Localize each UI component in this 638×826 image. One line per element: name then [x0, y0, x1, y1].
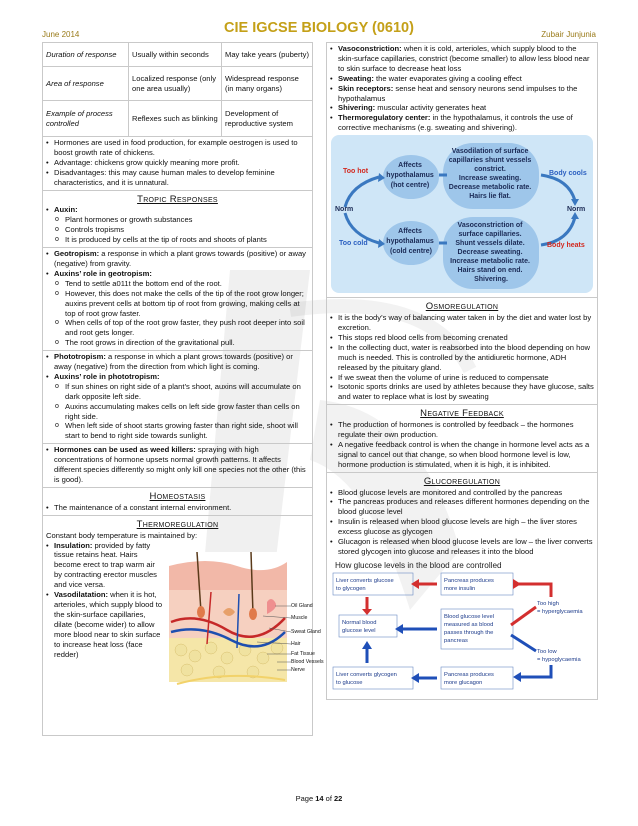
table-cell-label: Area of response	[43, 67, 129, 101]
vasodilatation-text: when it is hot, arterioles, which supply blood to the skin-surface capillaries, dilate (become wider) to allow more blood near to skin surface to increase heat loss (face redder)	[54, 590, 163, 659]
hot-effect-line: Decrease metabolic rate.	[448, 184, 532, 192]
glucose-label: glucose level	[342, 627, 376, 634]
norm-label: Norm	[335, 206, 354, 214]
geotropism-text: a response in which a plant grows towards (positive) or away (negative) from gravity.	[54, 249, 306, 268]
footer-prefix: Page	[295, 794, 316, 803]
skin-label: Hair	[291, 640, 301, 647]
mechanism-title: Thermoregulatory center:	[338, 113, 431, 123]
header-author: Zubair Junjunia	[541, 30, 596, 39]
list-item: • The pancreas produces and releases different hormones depending on the blood glucose level	[330, 497, 594, 517]
cold-effect-line: Shunt vessels dilate.	[455, 240, 525, 248]
page-title: CIE IGCSE BIOLOGY (0610)	[224, 20, 414, 36]
geotropism-box	[42, 248, 313, 351]
mechanism-text: the water evaporates giving a cooling effect	[373, 73, 522, 83]
hot-affects-line: (hot centre)	[390, 182, 430, 190]
thermo-intro: Constant body temperature is maintained by:	[46, 530, 198, 540]
list-item	[46, 352, 309, 372]
list-item	[46, 590, 164, 659]
footer-page: 14	[315, 794, 324, 803]
mechanism-title: Sweating:	[338, 73, 374, 83]
mechanism-title: Skin receptors:	[338, 83, 394, 93]
section-heading-negative-feedback: Negative Feedback	[420, 408, 504, 420]
hot-effect-line: constrict.	[474, 166, 506, 174]
too-cold-label: Too cold	[339, 240, 368, 248]
list-item: • Isotonic sports drinks are used by athletes because they have glucose, salts and water to replace what is lost by sweating	[330, 382, 594, 402]
table-row	[43, 43, 313, 67]
list-item: • Insulin is released when blood glucose levels are high – the liver stores excess glucose as glycogen	[330, 517, 594, 537]
table-cell-label: Example of process controlled	[43, 101, 129, 137]
list-item: o It is produced by cells at the tip of roots and shoots of plants	[46, 235, 309, 245]
list-item: • In the collecting duct, water is reabsorbed into the blood depending on how much is needed. This is controlled by the antidiuretic hormone, ADH released by the pituitary gland.	[330, 343, 594, 373]
glucose-label: Blood glucose level	[444, 613, 494, 620]
glucose-label: passes through the	[444, 629, 494, 636]
glucose-label: more insulin	[444, 585, 476, 592]
glucose-label: Liver converts glucose	[336, 577, 394, 584]
list-item: o The root grows in direction of the gravitational pull.	[46, 338, 309, 348]
geotropism-title: Geotropism:	[54, 249, 100, 259]
table-cell-nervous: Localized response (only one area usually)	[129, 67, 222, 101]
glucose-label: to glycogen	[336, 585, 366, 592]
table-row	[43, 67, 313, 101]
list-item	[330, 84, 594, 104]
list-item	[330, 103, 594, 113]
skin-label: Oil Gland	[291, 602, 313, 609]
tropic-auxin-box	[42, 191, 313, 249]
list-item: • Hormones are used in food production, for example oestrogen is used to boost growth rate of chickens.	[46, 138, 309, 158]
cold-affects-line: (cold centre)	[389, 248, 433, 256]
list-item: • This stops red blood cells from becoming crenated	[330, 333, 594, 343]
footer-total: 22	[334, 794, 343, 803]
table-cell-nervous: Reflexes such as blinking	[129, 101, 222, 137]
list-item: o Controls tropisms	[46, 225, 309, 235]
skin-label: Blood Vessels	[291, 658, 324, 665]
cold-effect-line: Hairs stand on end.	[457, 267, 523, 275]
list-item: • A negative feedback control is when the change in hormone level acts as a signal to cancel out that change, so when blood hormone level is low, hormone production is stimulated, when it is high, it is inhibited.	[330, 440, 594, 470]
glucose-label: pancreas	[444, 637, 468, 644]
table-row	[43, 101, 313, 137]
section-heading-thermoregulation: Thermoregulation	[136, 518, 219, 530]
hot-effect-line: Vasodilation of surface	[451, 148, 529, 156]
vasodilatation-title: Vasodilatation:	[54, 590, 109, 600]
list-item: o However, this does not make the cells of the tip of the root grow longer; auxins prevent cells at bottom tip of root from growing, making cells at top of root grow faster.	[46, 289, 309, 319]
body-heats-label: Body heats	[547, 242, 585, 250]
list-item	[330, 44, 594, 74]
comparison-table	[42, 42, 313, 137]
mechanism-text: sense heat and sensory neurons send impulses to the hypothalamus	[338, 83, 578, 103]
section-heading-homeostasis: Homeostasis	[149, 490, 206, 502]
list-item: o Auxins accumulating makes cells on left side grow faster than cells on right side.	[46, 402, 309, 422]
weed-text: spraying with high concentrations of hormone upsets normal growth patterns. It affects different species differently so might only kill one species not the other (this is good).	[54, 445, 306, 484]
skin-label: Fat Tissue	[291, 650, 315, 657]
list-item: o If sun shines on right side of a plant’s shoot, auxins will accumulate on dark opposite left side.	[46, 382, 309, 402]
thermoregulation-box	[42, 516, 324, 736]
insulation-text: provided by fatty tissue retains heat. Hairs become erect to trap warm air by contracting erector muscles and vice versa.	[54, 540, 157, 590]
list-item	[46, 372, 309, 441]
header-date: June 2014	[42, 30, 80, 39]
cold-effect-line: surface capillaries.	[458, 231, 522, 239]
phototropism-box	[42, 351, 313, 444]
body-cools-label: Body cools	[549, 170, 587, 178]
list-item	[46, 541, 164, 591]
footer-mid: of	[323, 794, 335, 803]
glucose-label: Normal blood	[342, 619, 377, 626]
table-cell-nervous: Usually within seconds	[129, 43, 222, 67]
svg-text:Liver converts glucose	[336, 578, 584, 686]
skin-diagram	[167, 552, 309, 688]
list-item	[46, 269, 309, 348]
glucose-label: measured as blood	[444, 621, 494, 628]
section-heading-glucoregulation: Glucoregulation	[423, 475, 501, 487]
cold-affects-line: hypothalamus	[386, 238, 434, 246]
glucose-label: more glucagon	[444, 679, 483, 686]
page-footer	[0, 794, 638, 804]
table-cell-hormonal: May take years (puberty)	[222, 43, 313, 67]
glucose-label: Too low	[537, 648, 557, 655]
osmoregulation-box	[326, 298, 598, 405]
list-item	[46, 205, 309, 245]
thermoregulation-diagram	[331, 135, 593, 293]
glucose-diagram	[331, 559, 593, 697]
mechanism-text: in the hypothalamus, it controls the use of corrective mechanisms (e.g. sweating and shivering).	[338, 113, 573, 133]
list-item: • Advantage: chickens grow quickly meaning more profit.	[46, 158, 309, 168]
hot-affects-line: hypothalamus	[386, 172, 434, 180]
cold-effect-line: Decrease sweating.	[457, 249, 523, 257]
glucose-label: Pancreas produces	[444, 577, 494, 584]
list-item: • The production of hormones is controlled by feedback – the hormones regulate their own production.	[330, 420, 594, 440]
list-item: o Plant hormones or growth substances	[46, 215, 309, 225]
section-heading-tropic: Tropic Responses	[137, 193, 218, 205]
weed-title: Hormones can be used as weed killers:	[54, 445, 196, 455]
glucose-label: = hyperglycaemia	[537, 608, 583, 615]
hot-effect-line: Hairs lie flat.	[469, 193, 511, 201]
phototropism-text: a response in which a plant grows towards (positive) or away (negative) from the direction from which light is coming.	[54, 352, 293, 372]
glucose-label: to glucose	[336, 679, 363, 686]
food-hormones-box	[42, 137, 313, 191]
insulation-title: Insulation:	[54, 540, 93, 550]
homeostasis-box	[42, 488, 313, 516]
section-heading-osmoregulation: Osmoregulation	[425, 301, 499, 313]
mechanism-text: when it is cold, arterioles, which supply blood to the skin-surface capillaries, constrict (become smaller) to allow less blood near to skin surface to decrease heat loss	[338, 44, 590, 73]
too-hot-label: Too hot	[343, 168, 369, 176]
mechanism-text: muscular activity generates heat	[375, 103, 487, 113]
skin-label: Muscle	[291, 614, 308, 621]
hot-effect-line: capillaries shunt vessels	[448, 157, 532, 165]
glucose-diagram-title: How glucose levels in the blood are controlled	[335, 560, 502, 570]
table-cell-hormonal: Development of reproductive system	[222, 101, 313, 137]
glucose-label: Liver converts glycogen	[336, 671, 397, 678]
cold-effect-line: Vasoconstriction of	[457, 222, 523, 230]
glucose-label: Pancreas produces	[444, 671, 494, 678]
right-column	[326, 42, 598, 700]
glucose-label: Too high	[537, 600, 559, 607]
left-column	[42, 42, 324, 736]
photo-auxin-title: Auxins’ role in phototropism:	[54, 371, 160, 381]
glucose-label: = hypoglycaemia	[537, 656, 581, 663]
auxin-title: Auxin:	[54, 205, 78, 215]
list-item: o Tend to settle a011t the bottom end of the root.	[46, 279, 309, 289]
list-item: o When left side of shoot starts growing faster than right side, shoot will start to bend to right side towards sunlight.	[46, 421, 309, 441]
list-item	[330, 113, 594, 133]
skin-label: Nerve	[291, 666, 305, 673]
cold-affects-line: Affects	[398, 228, 422, 236]
list-item	[46, 445, 309, 485]
phototropism-title: Phototropism:	[54, 352, 106, 362]
list-item: • Glucagon is released when blood glucose levels are low – the liver converts stored glycogen into glucose and releases it into the blood	[330, 537, 594, 557]
list-item: o When cells of top of the root grow faster, they push root deeper into soil and root gets longer.	[46, 318, 309, 338]
list-item: • If we sweat then the volume of urine is reduced to compensate	[330, 373, 594, 383]
cold-effect-line: Shivering.	[474, 276, 508, 284]
geo-auxin-title: Auxins’ role in geotropism:	[54, 268, 152, 278]
weed-killer-box	[42, 444, 313, 488]
list-item	[46, 249, 309, 269]
list-item: • Disadvantages: this may cause human males to develop feminine characteristics, and it is unnatural.	[46, 168, 309, 188]
list-item: • The maintenance of a constant internal environment.	[46, 503, 309, 513]
thermo-mechanisms-box	[326, 42, 598, 298]
table-cell-label: Duration of response	[43, 43, 129, 67]
mechanism-title: Shivering:	[338, 103, 376, 113]
list-item: • It is the body’s way of balancing water taken in by the diet and water lost by excretion.	[330, 313, 594, 333]
negative-feedback-box	[326, 405, 598, 472]
skin-label: Sweat Gland	[291, 628, 321, 635]
hot-affects-line: Affects	[398, 162, 422, 170]
list-item: • Blood glucose levels are monitored and controlled by the pancreas	[330, 488, 594, 498]
glucoregulation-box	[326, 473, 598, 700]
hot-effect-line: Increase sweating.	[458, 175, 522, 183]
mechanism-title: Vasoconstriction:	[338, 44, 402, 53]
table-cell-hormonal: Widespread response (in many organs)	[222, 67, 313, 101]
norm-label-right: Norm	[567, 206, 586, 214]
cold-effect-line: Increase metabolic rate.	[450, 258, 530, 266]
list-item	[330, 74, 594, 84]
